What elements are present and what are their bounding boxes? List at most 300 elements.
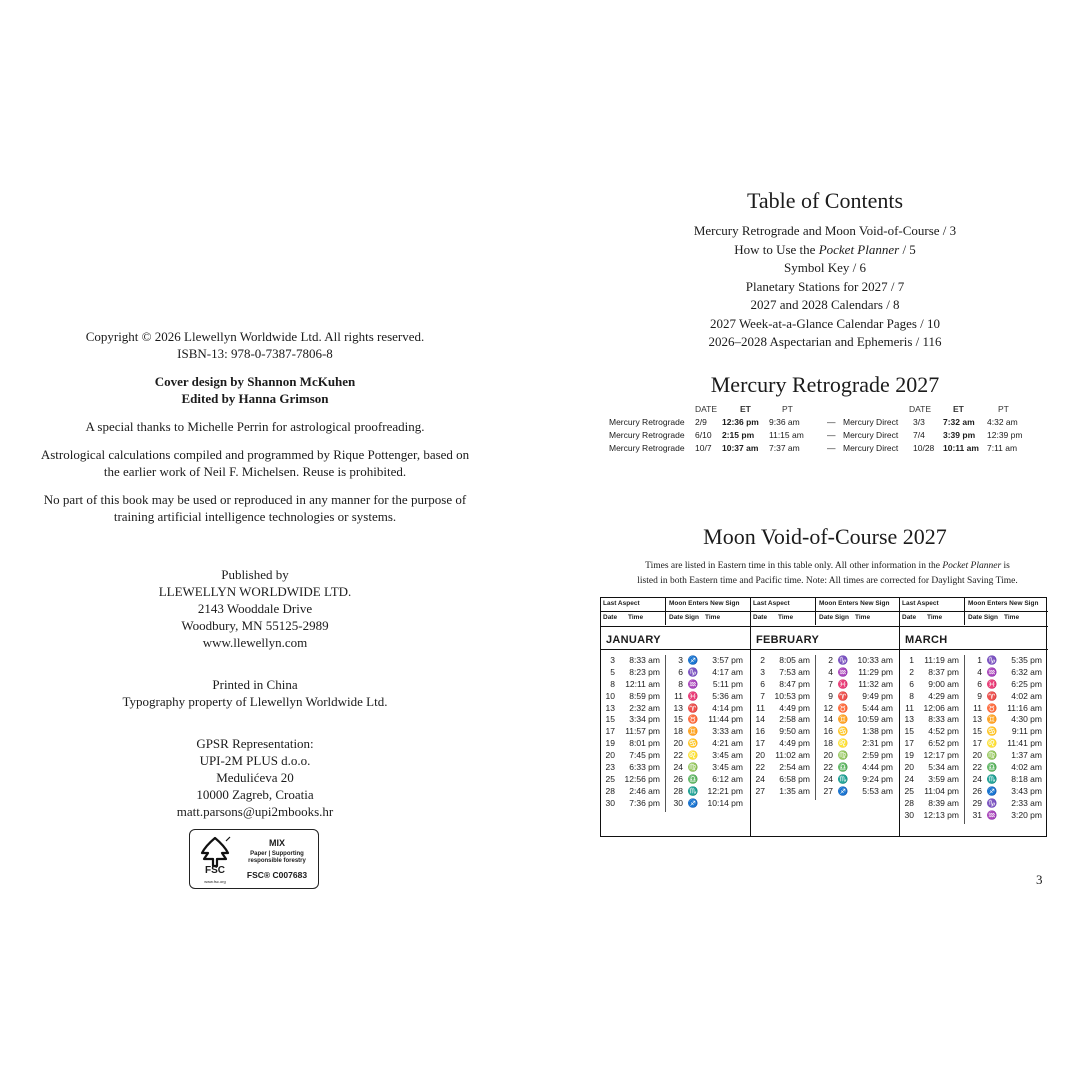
sign-entry-time: 11:29 pm xyxy=(858,666,893,677)
voc-row xyxy=(601,691,750,703)
last-aspect-date: 23 xyxy=(605,762,615,773)
sign-entry-time: 5:44 am xyxy=(862,702,893,713)
gpsr-city: 10000 Zagreb, Croatia xyxy=(196,787,314,802)
sign-entry-date: 13 xyxy=(673,702,683,713)
time-header-2: Time xyxy=(1004,614,1020,621)
mercury-cell-date: 6/10 xyxy=(695,430,712,440)
zodiac-sign-icon: ♏ xyxy=(837,773,849,784)
voc-row xyxy=(900,714,1048,726)
zodiac-sign-icon: ♎ xyxy=(837,762,849,773)
sign-entry-time: 12:21 pm xyxy=(707,785,743,796)
last-aspect-date: 14 xyxy=(755,714,765,725)
zodiac-sign-icon: ♎ xyxy=(687,773,699,784)
fsc-line-2: responsible forestry xyxy=(248,858,306,864)
last-aspect-time: 8:59 pm xyxy=(629,690,660,701)
sign-entry-date: 6 xyxy=(977,678,982,689)
sign-entry-date: 24 xyxy=(972,773,982,784)
toc-title: Table of Contents xyxy=(746,188,904,213)
last-aspect-time: 6:58 pm xyxy=(779,773,810,784)
last-aspect-date: 13 xyxy=(904,714,914,725)
sign-entry-date: 14 xyxy=(823,714,833,725)
voc-row xyxy=(900,810,1048,822)
last-aspect-date: 2 xyxy=(909,666,914,677)
zodiac-sign-icon: ♓ xyxy=(986,678,998,689)
zodiac-sign-icon: ♉ xyxy=(837,702,849,713)
voc-row xyxy=(900,667,1048,679)
last-aspect-time: 2:32 am xyxy=(629,702,660,713)
toc-item: 2027 Week-at-a-Glance Calendar Pages / 10 xyxy=(709,315,941,331)
sign-entry-date: 11 xyxy=(674,690,683,701)
sign-entry-date: 16 xyxy=(823,726,833,737)
zodiac-sign-icon: ♈ xyxy=(687,702,699,713)
sign-entry-time: 6:25 pm xyxy=(1011,678,1042,689)
publisher-name: LLEWELLYN WORLDWIDE LTD. xyxy=(158,584,352,599)
voc-row xyxy=(601,798,750,810)
mercury-header xyxy=(609,404,1049,417)
sign-entry-date: 22 xyxy=(972,762,982,773)
zodiac-sign-icon: ♑ xyxy=(986,655,998,665)
mercury-cell-label: Mercury Retrograde xyxy=(609,430,685,440)
voc-row xyxy=(601,679,750,691)
voc-row xyxy=(900,786,1048,798)
mercury-cell-et: 12:36 pm xyxy=(722,417,759,427)
sign-entry-date: 22 xyxy=(673,750,683,761)
sign-entry-date: 9 xyxy=(977,690,982,701)
sign-entry-time: 11:41 pm xyxy=(1007,738,1042,749)
zodiac-sign-icon: ♋ xyxy=(687,738,699,749)
last-aspect-date: 10 xyxy=(605,690,615,701)
mercury-cell-label2: Mercury Direct xyxy=(843,430,899,440)
last-aspect-date: 3 xyxy=(610,655,615,665)
sign-entry-date: 8 xyxy=(678,678,683,689)
last-aspect-date: 16 xyxy=(755,726,765,737)
moon-enters-header: Moon Enters New Sign xyxy=(669,600,740,607)
toc-item: Planetary Stations for 2027 / 7 xyxy=(745,278,905,294)
last-aspect-date: 17 xyxy=(904,738,914,749)
sign-entry-date: 7 xyxy=(828,678,833,689)
voc-row xyxy=(900,798,1048,810)
moon-voc-note xyxy=(600,559,1055,589)
last-aspect-time: 8:33 am xyxy=(928,714,959,725)
sign-entry-date: 22 xyxy=(823,762,833,773)
voc-row xyxy=(900,691,1048,703)
mercury-cell-et2: 10:11 am xyxy=(943,443,979,453)
column-header-2 xyxy=(900,612,1048,627)
date-sign-header: Date Sign xyxy=(819,614,849,621)
sign-entry-date: 26 xyxy=(972,785,982,796)
moon-enters-header: Moon Enters New Sign xyxy=(819,600,890,607)
last-aspect-time: 8:33 am xyxy=(629,655,660,665)
sign-entry-date: 11 xyxy=(973,702,982,713)
sign-entry-date: 30 xyxy=(673,797,683,808)
mercury-cell-date2: 7/4 xyxy=(913,430,925,440)
sign-entry-time: 4:21 am xyxy=(712,738,743,749)
mercury-cell-pt2: 4:32 am xyxy=(987,417,1018,427)
copyright-line: Copyright © 2026 Llewellyn Worldwide Ltd. All rights reserved. xyxy=(85,329,425,344)
sign-entry-time: 4:02 am xyxy=(1011,762,1042,773)
column-header-2 xyxy=(601,612,750,627)
last-aspect-time: 8:47 pm xyxy=(779,678,810,689)
sign-entry-time: 4:17 am xyxy=(712,666,743,677)
sign-entry-date: 18 xyxy=(823,738,833,749)
last-aspect-date: 28 xyxy=(605,785,615,796)
last-aspect-date: 25 xyxy=(904,785,914,796)
zodiac-sign-icon: ♓ xyxy=(837,678,849,689)
voc-row xyxy=(900,774,1048,786)
mercury-cell-dash: — xyxy=(827,430,836,440)
last-aspect-date: 17 xyxy=(755,738,765,749)
last-aspect-date: 3 xyxy=(760,666,765,677)
sign-entry-date: 6 xyxy=(678,666,683,677)
moon-enters-header: Moon Enters New Sign xyxy=(968,600,1039,607)
sign-entry-date: 20 xyxy=(823,750,833,761)
last-aspect-date: 19 xyxy=(904,750,914,761)
column-header-2 xyxy=(751,612,899,627)
last-aspect-header: Last Aspect xyxy=(902,600,939,607)
sign-entry-date: 29 xyxy=(972,797,982,808)
address-line-1: 2143 Wooddale Drive xyxy=(197,601,313,616)
toc-item: Symbol Key / 6 xyxy=(784,260,866,275)
zodiac-sign-icon: ♒ xyxy=(986,666,998,677)
voc-row xyxy=(751,762,899,774)
zodiac-sign-icon: ♍ xyxy=(687,762,699,773)
last-aspect-time: 12:06 am xyxy=(923,702,959,713)
voc-row xyxy=(751,714,899,726)
mercury-cell-date: 10/7 xyxy=(695,443,712,453)
sign-entry-date: 12 xyxy=(823,702,833,713)
sign-entry-time: 10:59 am xyxy=(857,714,893,725)
sign-entry-time: 9:49 pm xyxy=(862,690,893,701)
last-aspect-time: 2:54 am xyxy=(779,762,810,773)
last-aspect-date: 27 xyxy=(755,785,765,796)
sign-entry-date: 20 xyxy=(673,738,683,749)
last-aspect-time: 2:46 am xyxy=(629,785,660,796)
last-aspect-date: 11 xyxy=(905,702,914,713)
sign-entry-time: 5:11 pm xyxy=(712,678,743,689)
voc-row xyxy=(900,655,1048,667)
sign-entry-date: 13 xyxy=(972,714,982,725)
month-name: FEBRUARY xyxy=(756,634,820,646)
publisher-website: www.llewellyn.com xyxy=(202,635,308,650)
zodiac-sign-icon: ♍ xyxy=(837,750,849,761)
mercury-cell-label: Mercury Retrograde xyxy=(609,417,685,427)
sign-entry-time: 1:38 pm xyxy=(862,726,893,737)
sign-entry-time: 6:32 am xyxy=(1011,666,1042,677)
voc-row xyxy=(601,750,750,762)
sign-entry-date: 1 xyxy=(977,655,982,665)
month-name: MARCH xyxy=(905,634,948,646)
last-aspect-time: 4:49 pm xyxy=(779,702,810,713)
fsc-logo-label: FSC xyxy=(205,865,225,876)
voc-row xyxy=(900,738,1048,750)
month-column-january xyxy=(601,598,750,836)
last-aspect-date: 20 xyxy=(605,750,615,761)
voc-row xyxy=(900,726,1048,738)
date-header: Date xyxy=(902,614,917,621)
date-header: Date xyxy=(753,614,768,621)
isbn-line: ISBN-13: 978-0-7387-7806-8 xyxy=(177,346,333,361)
last-aspect-header: Last Aspect xyxy=(603,600,640,607)
calc-line-1: Astrological calculations compiled and programmed by Rique Pottenger, based on xyxy=(40,447,470,462)
mercury-cell-et2: 3:39 pm xyxy=(943,430,976,440)
zodiac-sign-icon: ♊ xyxy=(687,726,699,737)
gpsr-street: Medulićeva 20 xyxy=(216,770,294,785)
sign-entry-time: 3:20 pm xyxy=(1011,809,1042,820)
col-pt: PT xyxy=(782,404,793,414)
mercury-cell-pt2: 12:39 pm xyxy=(987,430,1023,440)
last-aspect-time: 12:56 pm xyxy=(624,773,660,784)
col-et: ET xyxy=(740,404,751,414)
mercury-row xyxy=(609,443,1049,456)
last-aspect-date: 30 xyxy=(904,809,914,820)
moon-note-line-2: listed in both Eastern time and Pacific time. Note: All times are corrected for Daylight Saving Time. xyxy=(637,576,1018,586)
last-aspect-date: 22 xyxy=(755,762,765,773)
mercury-cell-pt: 7:37 am xyxy=(769,443,800,453)
time-header: Time xyxy=(778,614,794,621)
zodiac-sign-icon: ♈ xyxy=(837,690,849,701)
zodiac-sign-icon: ♈ xyxy=(986,690,998,701)
voc-row xyxy=(601,738,750,750)
address-line-2: Woodbury, MN 55125-2989 xyxy=(181,618,329,633)
last-aspect-time: 11:19 am xyxy=(924,655,959,665)
voc-row xyxy=(601,786,750,798)
sign-entry-time: 9:11 pm xyxy=(1011,726,1042,737)
mercury-cell-label2: Mercury Direct xyxy=(843,417,899,427)
sign-entry-time: 2:33 am xyxy=(1011,797,1042,808)
mercury-cell-dash: — xyxy=(827,443,836,453)
voc-row xyxy=(751,786,899,798)
toc-list xyxy=(590,222,1060,352)
last-aspect-date: 7 xyxy=(760,690,765,701)
last-aspect-date: 17 xyxy=(605,726,615,737)
last-aspect-time: 7:36 pm xyxy=(629,797,660,808)
moon-voc-title: Moon Void-of-Course 2027 xyxy=(703,524,947,549)
last-aspect-date: 8 xyxy=(610,678,615,689)
zodiac-sign-icon: ♏ xyxy=(986,773,998,784)
mercury-cell-et: 10:37 am xyxy=(722,443,759,453)
sign-entry-date: 27 xyxy=(823,785,833,796)
voc-row xyxy=(900,703,1048,715)
voc-row xyxy=(601,667,750,679)
last-aspect-time: 12:11 am xyxy=(625,678,660,689)
sign-entry-date: 26 xyxy=(673,773,683,784)
last-aspect-header: Last Aspect xyxy=(753,600,790,607)
sign-entry-time: 5:36 am xyxy=(712,690,743,701)
mercury-table xyxy=(609,404,1049,456)
zodiac-sign-icon: ♊ xyxy=(986,714,998,725)
voc-row xyxy=(601,703,750,715)
voc-row xyxy=(751,655,899,667)
toc-item: 2027 and 2028 Calendars / 8 xyxy=(750,297,900,312)
last-aspect-time: 6:33 pm xyxy=(629,762,660,773)
last-aspect-date: 8 xyxy=(909,690,914,701)
fsc-line-1: Paper | Supporting xyxy=(250,851,304,857)
month-column-march xyxy=(899,598,1048,836)
edited-by-line: Edited by Hanna Grimson xyxy=(181,391,329,406)
last-aspect-date: 20 xyxy=(904,762,914,773)
last-aspect-time: 8:05 am xyxy=(779,655,810,665)
sign-entry-date: 24 xyxy=(673,762,683,773)
last-aspect-date: 20 xyxy=(755,750,765,761)
zodiac-sign-icon: ♐ xyxy=(837,785,849,796)
zodiac-sign-icon: ♌ xyxy=(687,750,699,761)
voc-row xyxy=(900,762,1048,774)
last-aspect-date: 24 xyxy=(755,773,765,784)
mercury-title: Mercury Retrograde 2027 xyxy=(710,372,940,397)
voc-row xyxy=(601,774,750,786)
toc-item: Mercury Retrograde and Moon Void-of-Course / 3 xyxy=(693,223,957,238)
column-header-1 xyxy=(900,598,1048,612)
cover-design-line: Cover design by Shannon McKuhen xyxy=(154,374,356,389)
last-aspect-date: 13 xyxy=(605,702,615,713)
mercury-cell-dash: — xyxy=(827,417,836,427)
zodiac-sign-icon: ♌ xyxy=(837,738,849,749)
voc-row xyxy=(751,691,899,703)
voc-row xyxy=(900,679,1048,691)
zodiac-sign-icon: ♒ xyxy=(986,809,998,820)
mercury-cell-et2: 7:32 am xyxy=(943,417,975,427)
sign-entry-time: 2:31 pm xyxy=(862,738,893,749)
mercury-cell-pt: 9:36 am xyxy=(769,417,800,427)
ai-line-1: No part of this book may be used or reproduced in any manner for the purpose of xyxy=(43,492,467,507)
fsc-code: FSC® C007683 xyxy=(246,870,308,880)
last-aspect-time: 8:23 pm xyxy=(629,666,660,677)
zodiac-sign-icon: ♏ xyxy=(687,785,699,796)
last-aspect-date: 28 xyxy=(904,797,914,808)
last-aspect-time: 2:58 am xyxy=(779,714,810,725)
voc-row xyxy=(751,750,899,762)
sign-entry-time: 3:43 pm xyxy=(1011,785,1042,796)
sign-entry-date: 31 xyxy=(972,809,982,820)
zodiac-sign-icon: ♎ xyxy=(986,762,998,773)
toc-item: 2026–2028 Aspectarian and Ephemeris / 116 xyxy=(708,334,942,349)
col-et-2: ET xyxy=(953,404,964,414)
last-aspect-time: 7:53 am xyxy=(779,666,810,677)
voc-row xyxy=(601,726,750,738)
last-aspect-time: 4:29 am xyxy=(928,690,959,701)
zodiac-sign-icon: ♒ xyxy=(687,678,699,689)
date-sign-header: Date Sign xyxy=(968,614,998,621)
time-header: Time xyxy=(927,614,943,621)
sign-entry-time: 5:35 pm xyxy=(1011,655,1042,665)
last-aspect-time: 5:34 am xyxy=(928,762,959,773)
sign-entry-time: 11:32 am xyxy=(858,678,893,689)
last-aspect-time: 3:59 am xyxy=(928,773,959,784)
voc-row xyxy=(751,774,899,786)
mercury-cell-pt2: 7:11 am xyxy=(987,443,1018,453)
moon-voc-table xyxy=(600,597,1047,837)
voc-row xyxy=(751,679,899,691)
month-column-february xyxy=(750,598,899,836)
mercury-cell-pt: 11:15 am xyxy=(769,430,804,440)
sign-entry-date: 9 xyxy=(828,690,833,701)
last-aspect-time: 12:13 pm xyxy=(923,809,959,820)
sign-entry-date: 2 xyxy=(828,655,833,665)
sign-entry-time: 3:33 am xyxy=(712,726,743,737)
last-aspect-time: 4:49 pm xyxy=(779,738,810,749)
sign-entry-date: 18 xyxy=(673,726,683,737)
zodiac-sign-icon: ♑ xyxy=(837,655,849,665)
last-aspect-time: 11:57 pm xyxy=(625,726,660,737)
gpsr-email: matt.parsons@upi2mbooks.hr xyxy=(176,804,334,819)
last-aspect-date: 15 xyxy=(904,726,914,737)
sign-entry-time: 10:14 pm xyxy=(707,797,743,808)
sign-entry-date: 3 xyxy=(678,655,683,665)
toc-item: How to Use the Pocket Planner / 5 xyxy=(734,241,916,257)
column-header-1 xyxy=(751,598,899,612)
sign-entry-time: 4:44 pm xyxy=(862,762,893,773)
sign-entry-time: 3:57 pm xyxy=(712,655,743,665)
sign-entry-time: 6:12 am xyxy=(712,773,743,784)
zodiac-sign-icon: ♋ xyxy=(986,726,998,737)
sign-entry-time: 4:30 pm xyxy=(1011,714,1042,725)
printed-in: Printed in China xyxy=(212,677,298,692)
zodiac-sign-icon: ♑ xyxy=(687,666,699,677)
column-header-1 xyxy=(601,598,750,612)
zodiac-sign-icon: ♍ xyxy=(986,750,998,761)
typography-line: Typography property of Llewellyn Worldwide Ltd. xyxy=(122,694,388,709)
voc-row xyxy=(601,762,750,774)
zodiac-sign-icon: ♒ xyxy=(837,666,849,677)
voc-row xyxy=(751,667,899,679)
last-aspect-date: 6 xyxy=(760,678,765,689)
copyright-page xyxy=(30,328,480,831)
mercury-row xyxy=(609,417,1049,430)
published-by: Published by xyxy=(221,567,289,582)
time-header-2: Time xyxy=(855,614,871,621)
mercury-cell-date: 2/9 xyxy=(695,417,707,427)
moon-note-line-1: Times are listed in Eastern time in this table only. All other information in the Pocket Planner is xyxy=(645,561,1010,571)
zodiac-sign-icon: ♋ xyxy=(837,726,849,737)
last-aspect-date: 1 xyxy=(909,655,914,665)
sign-entry-time: 4:02 am xyxy=(1011,690,1042,701)
col-pt-2: PT xyxy=(998,404,1009,414)
last-aspect-time: 8:39 am xyxy=(928,797,959,808)
voc-row xyxy=(601,714,750,726)
sign-entry-time: 4:14 pm xyxy=(712,702,743,713)
sign-entry-time: 11:44 pm xyxy=(708,714,743,725)
voc-row xyxy=(751,703,899,715)
gpsr-company: UPI-2M PLUS d.o.o. xyxy=(199,753,311,768)
last-aspect-time: 12:17 pm xyxy=(923,750,959,761)
sign-entry-time: 11:16 am xyxy=(1007,702,1042,713)
sign-entry-date: 28 xyxy=(673,785,683,796)
last-aspect-date: 11 xyxy=(756,702,765,713)
sign-entry-time: 1:37 am xyxy=(1011,750,1042,761)
time-header-2: Time xyxy=(705,614,721,621)
col-date-2: DATE xyxy=(909,404,932,414)
last-aspect-time: 3:34 pm xyxy=(629,714,660,725)
last-aspect-date: 2 xyxy=(760,655,765,665)
date-header: Date xyxy=(603,614,618,621)
zodiac-sign-icon: ♉ xyxy=(986,702,998,713)
voc-row xyxy=(751,738,899,750)
zodiac-sign-icon: ♓ xyxy=(687,690,699,701)
zodiac-sign-icon: ♑ xyxy=(986,797,998,808)
last-aspect-date: 25 xyxy=(605,773,615,784)
last-aspect-date: 15 xyxy=(605,714,615,725)
sign-entry-time: 3:45 am xyxy=(712,762,743,773)
page-number: 3 xyxy=(1036,872,1043,887)
last-aspect-time: 9:50 am xyxy=(779,726,810,737)
last-aspect-time: 1:35 am xyxy=(779,785,810,796)
last-aspect-time: 4:52 pm xyxy=(928,726,959,737)
sign-entry-time: 5:53 am xyxy=(862,785,893,796)
col-date: DATE xyxy=(695,404,718,414)
mercury-cell-date2: 3/3 xyxy=(913,417,925,427)
voc-row xyxy=(900,750,1048,762)
last-aspect-date: 6 xyxy=(909,678,914,689)
